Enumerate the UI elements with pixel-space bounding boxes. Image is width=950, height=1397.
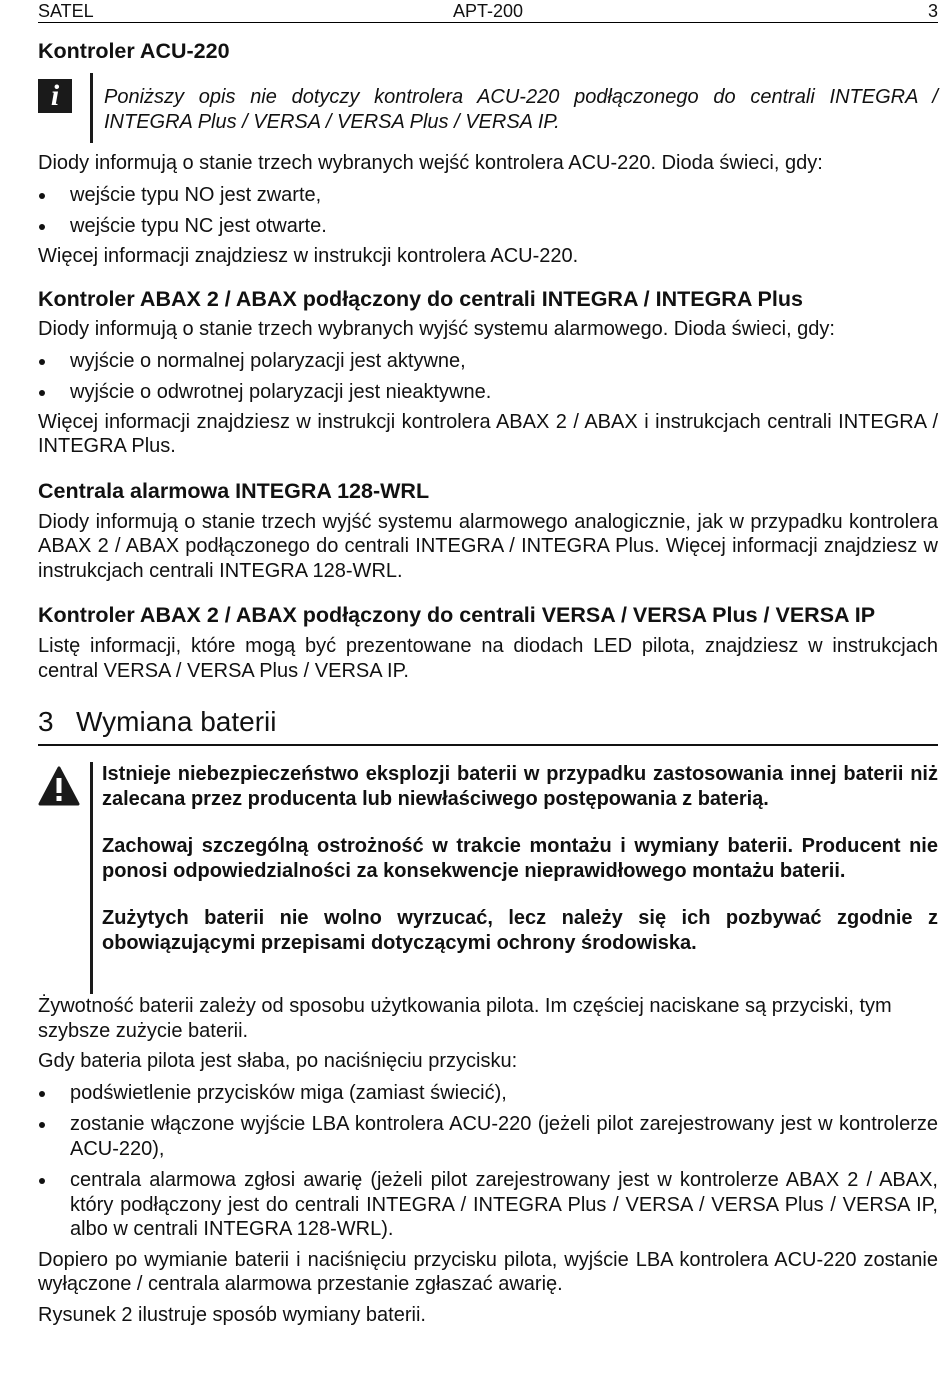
section-number: 3 [38,706,54,737]
info-note-text: Poniższy opis nie dotyczy kontrolera ACU-220 podłączonego do centrali INTEGRA / INTEGRA Plus / VERSA / VERSA Plus / VERSA IP. [104,86,938,133]
header-product: APT-200 [453,1,524,21]
warning-icon [38,766,80,806]
list-item: zostanie włączone wyjście LBA kontrolera ACU-220 (jeżeli pilot zarejestrowany jest w kontrolerze ACU-220), [38,1112,938,1161]
note-divider [90,73,93,143]
acu-list [38,183,938,239]
info-note [38,73,938,141]
battery-life-text: Żywotność baterii zależy od sposobu użytkowania pilota. Im częściej naciskane są przyciski, tym szybsze zużycie baterii. [38,995,892,1042]
acu-intro: Diody informują o stanie trzech wybranych wejść kontrolera ACU-220. Dioda świeci, gdy: [38,152,823,174]
heading-abax-versa: Kontroler ABAX 2 / ABAX podłączony do centrali VERSA / VERSA Plus / VERSA IP [38,603,876,627]
bullet-icon [39,224,45,230]
list-item: centrala alarmowa zgłosi awarię (jeżeli pilot zarejestrowany jest w kontrolerze ABAX 2 / ABAX, który podłączony jest do centrali INTEGRA / INTEGRA Plus / VERSA / VERSA Plus / VERSA IP, albo w centrali INTEGRA 128-WRL). [38,1168,938,1242]
battery-replace-text: Dopiero po wymianie baterii i naciśnięciu przycisku pilota, wyjście LBA kontrolera ACU-220 zostanie wyłączone / centrala alarmowa przestanie zgłaszać awarię. [38,1248,938,1295]
low-battery-intro: Gdy bateria pilota jest słaba, po naciśnięciu przycisku: [38,1050,518,1072]
section-3-heading [38,705,938,746]
figure-reference: Rysunek 2 ilustruje sposób wymiany baterii. [38,1303,426,1326]
abax-versa-text: Listę informacji, które mogą być prezentowane na diodach LED pilota, znajdziesz w instrukcjach central VERSA / VERSA Plus / VERSA IP. [38,635,938,682]
heading-acu-220: Kontroler ACU-220 [38,39,230,63]
page-header [38,0,938,23]
bullet-icon [39,359,45,365]
bullet-icon [39,193,45,199]
abax-integra-intro: Diody informują o stanie trzech wybranych wyjść systemu alarmowego. Dioda świeci, gdy: [38,318,835,340]
list-item: wyjście o normalnej polaryzacji jest aktywne, [38,349,938,374]
header-brand: SATEL [38,1,94,21]
heading-integra-128: Centrala alarmowa INTEGRA 128-WRL [38,478,430,503]
bullet-icon [39,1178,45,1184]
section-title: Wymiana baterii [76,706,277,737]
bullet-icon [39,1122,45,1128]
warning-divider [90,762,93,994]
warning-text: Istnieje niebezpieczeństwo eksplozji baterii w przypadku zastosowania innej baterii niż zalecana przez producenta lub niewłaściwego postępowania z baterią. [102,763,938,810]
bullet-icon [39,390,45,396]
warning-note [38,762,938,984]
warning-text: Zachowaj szczególną ostrożność w trakcie montażu i wymiany baterii. Producent nie ponosi odpowiedzialności za konsekwencje nieprawidłowego montażu baterii. [102,835,938,882]
abax-integra-list [38,349,938,405]
bullet-icon [39,1091,45,1097]
info-icon: i [38,79,72,113]
acu-outro: Więcej informacji znajdziesz w instrukcji kontrolera ACU-220. [38,244,579,267]
document-page [38,0,938,1327]
warning-texts [102,762,938,955]
integra-128-text: Diody informują o stanie trzech wyjść systemu alarmowego analogicznie, jak w przypadku kontrolera ABAX 2 / ABAX podłączonego do centrali INTEGRA / INTEGRA Plus. Więcej informacji znajdziesz w instrukcjach centrali INTEGRA 128-WRL. [38,510,938,582]
low-battery-list [38,1081,938,1242]
abax-integra-outro: Więcej informacji znajdziesz w instrukcji kontrolera ABAX 2 / ABAX i instrukcjach centrali INTEGRA / INTEGRA Plus. [38,410,938,457]
list-item: wejście typu NC jest otwarte. [38,214,938,239]
list-item: wyjście o odwrotnej polaryzacji jest nieaktywne. [38,380,938,405]
list-item: podświetlenie przycisków miga (zamiast świecić), [38,1081,938,1106]
heading-abax-integra: Kontroler ABAX 2 / ABAX podłączony do centrali INTEGRA / INTEGRA Plus [38,287,803,311]
list-item: wejście typu NO jest zwarte, [38,183,938,208]
header-page-number: 3 [927,1,938,21]
warning-text: Zużytych baterii nie wolno wyrzucać, lecz należy się ich pozbywać zgodnie z obowiązującymi przepisami dotyczącymi ochrony środowiska. [102,907,938,954]
